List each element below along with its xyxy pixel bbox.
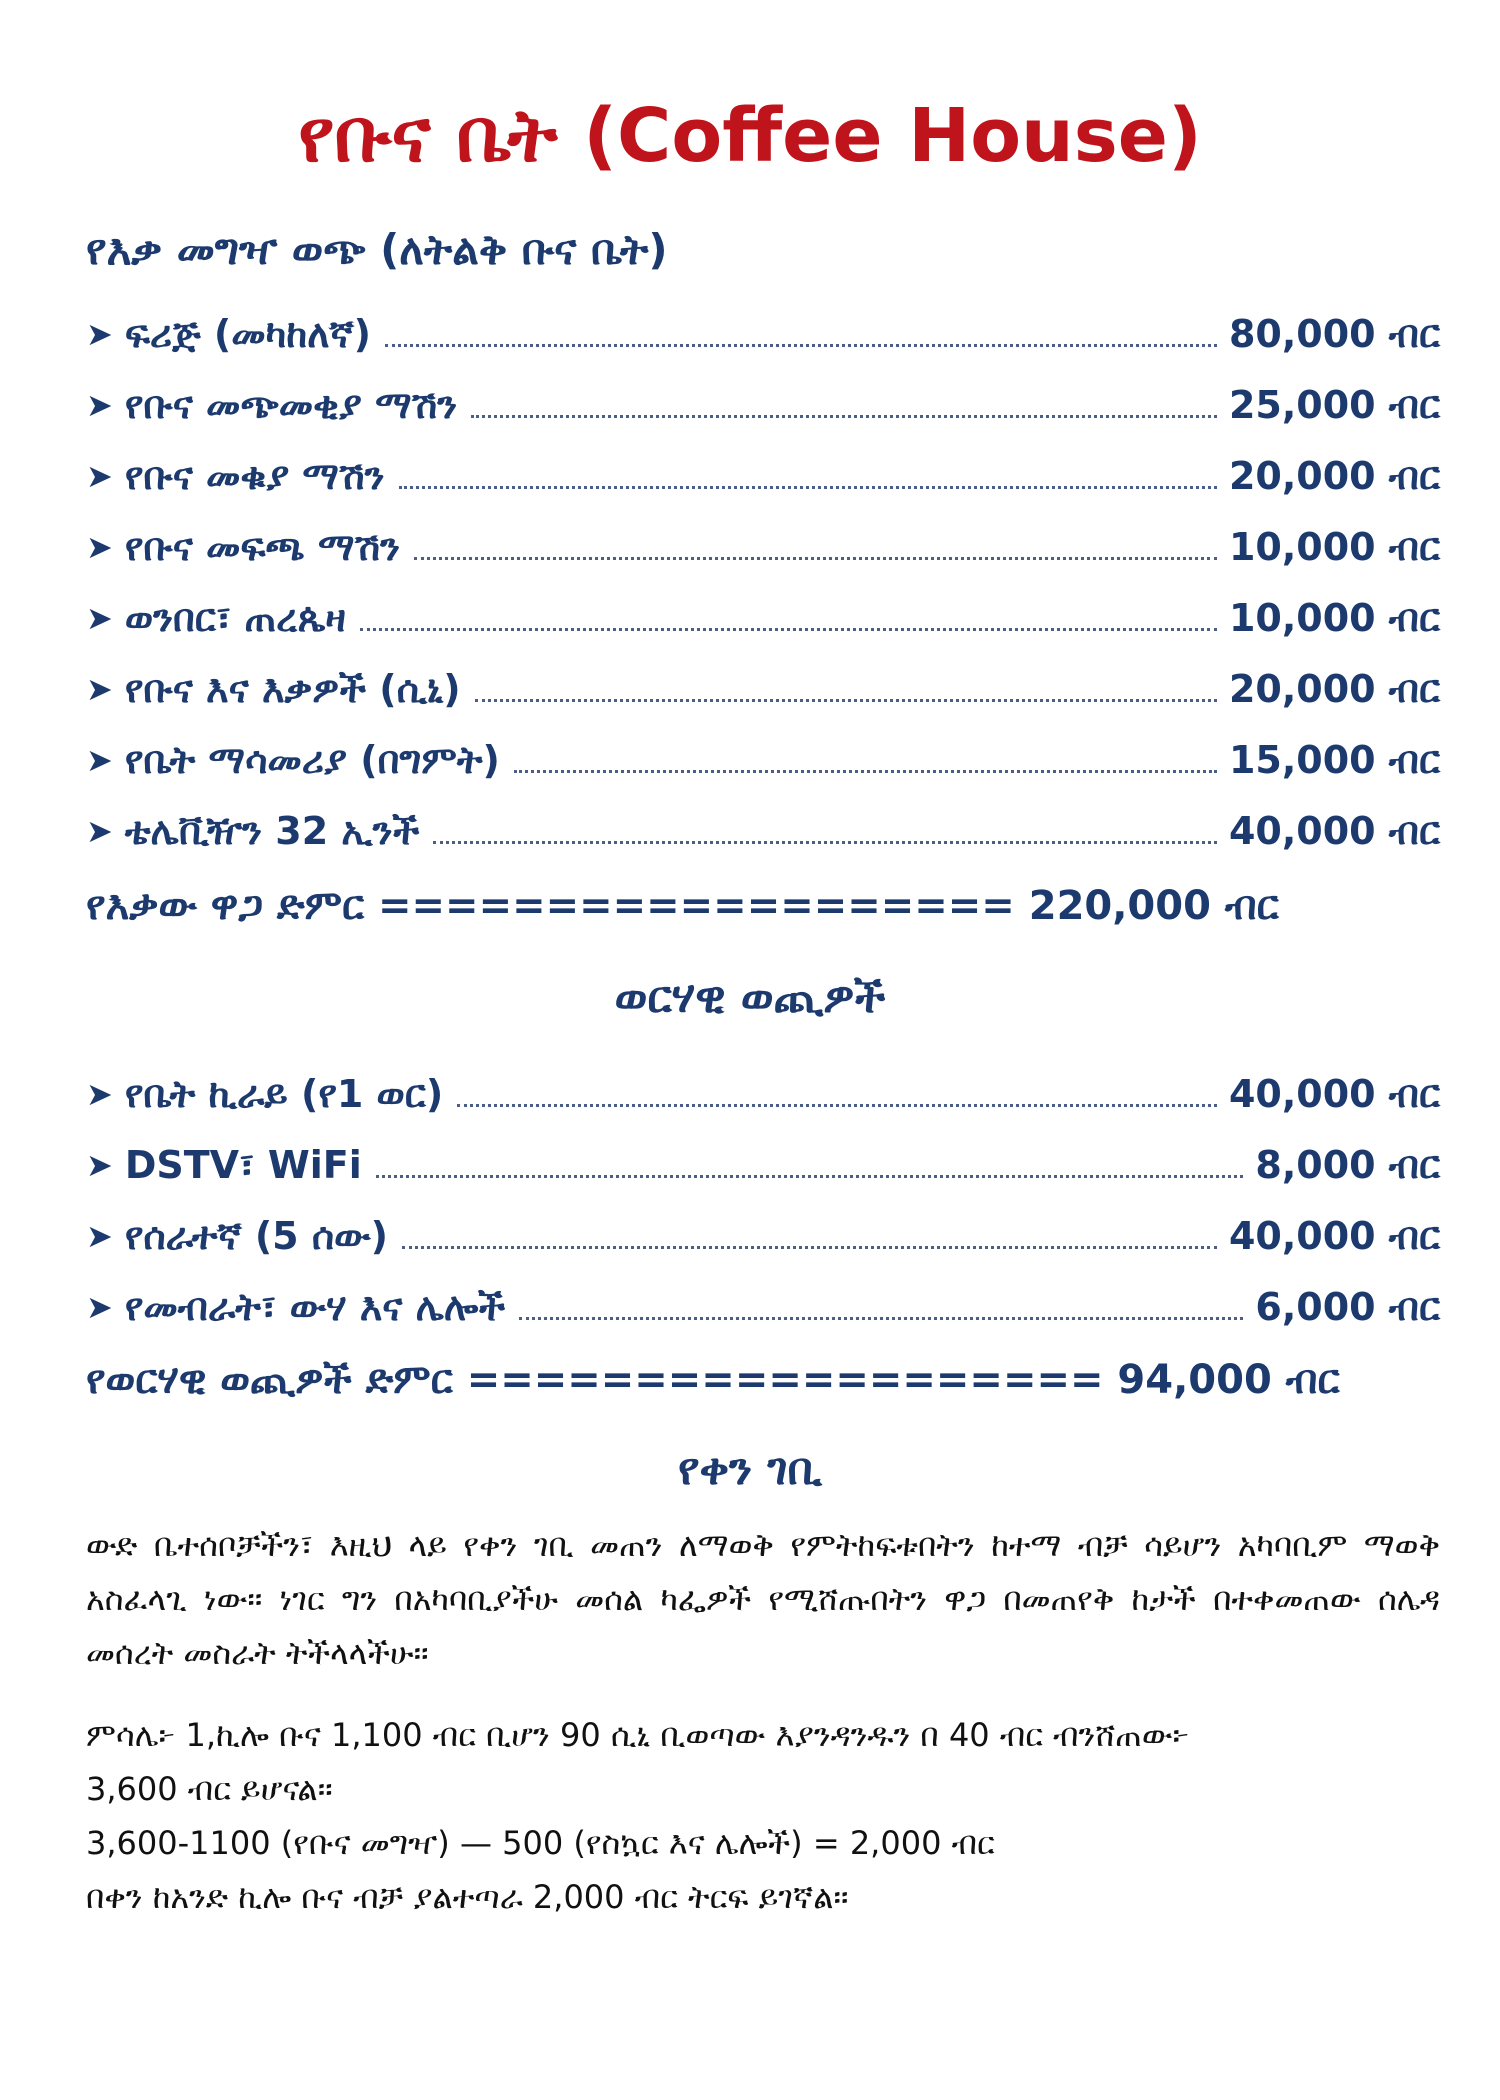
dotted-leader [514, 769, 1217, 773]
list-item [86, 643, 1440, 714]
item-price: 20,000 ብር [1228, 454, 1440, 498]
equipment-total: የእቃው ዋጋ ድምር =================== 220,000 ብር [86, 883, 1279, 929]
item-label: ወንበር፣ ጠረጴዛ [124, 596, 346, 640]
list-item [86, 288, 1440, 359]
arrow-bullet-icon: ➤ [86, 315, 113, 353]
arrow-bullet-icon: ➤ [86, 812, 113, 850]
item-label: የቡና እና እቃዎች (ሲኒ) [124, 667, 461, 711]
dotted-leader [402, 1245, 1217, 1249]
list-item [86, 1261, 1440, 1332]
list-item [86, 1190, 1440, 1261]
item-label: የቡና መቁያ ማሽን [124, 454, 385, 498]
list-item [86, 501, 1440, 572]
page-title: የቡና ቤት (Coffee House) [298, 93, 1202, 179]
list-item [86, 1119, 1440, 1190]
dotted-leader [471, 414, 1217, 418]
arrow-bullet-icon: ➤ [86, 528, 113, 566]
item-label: DSTV፣ WiFi [124, 1143, 362, 1187]
dotted-leader [385, 343, 1217, 347]
list-item [86, 430, 1440, 501]
dotted-leader [457, 1103, 1217, 1107]
item-price: 10,000 ብር [1228, 525, 1440, 569]
dotted-leader [399, 485, 1217, 489]
item-price: 80,000 ብር [1228, 312, 1440, 356]
item-price: 40,000 ብር [1228, 1214, 1440, 1258]
item-label: የቤት ኪራይ (የ1 ወር) [124, 1072, 444, 1116]
item-label: ፍሪጅ (መካከለኛ) [124, 312, 372, 356]
list-item [86, 714, 1440, 785]
dotted-leader [376, 1174, 1244, 1178]
dotted-leader [433, 840, 1217, 844]
item-price: 8,000 ብር [1255, 1143, 1440, 1187]
list-item [86, 572, 1440, 643]
example-line: በቀን ከአንድ ኪሎ ቡና ብቻ ያልተጣራ 2,000 ብር ትርፍ ይገኛል። [86, 1878, 849, 1916]
arrow-bullet-icon: ➤ [86, 1075, 113, 1113]
arrow-bullet-icon: ➤ [86, 386, 113, 424]
monthly-heading: ወርሃዊ ወጪዎች [614, 972, 886, 1023]
item-label: የቡና መጭመቂያ ማሽን [124, 383, 458, 427]
item-label: ቴሌቪዥን 32 ኢንች [124, 809, 420, 853]
item-label: የቡና መፍጫ ማሽን [124, 525, 401, 569]
dotted-leader [414, 556, 1217, 560]
item-price: 20,000 ብር [1228, 667, 1440, 711]
item-price: 15,000 ብር [1228, 738, 1440, 782]
item-label: የመብራት፣ ውሃ እና ሌሎች [124, 1285, 506, 1329]
example-line: 3,600-1100 (የቡና መግዣ) — 500 (የስኳር እና ሌሎች) = 2,000 ብር [86, 1824, 995, 1862]
arrow-bullet-icon: ➤ [86, 670, 113, 708]
list-item [86, 1048, 1440, 1119]
item-price: 40,000 ብር [1228, 1072, 1440, 1116]
income-heading: የቀን ገቢ [677, 1444, 823, 1495]
arrow-bullet-icon: ➤ [86, 1217, 113, 1255]
arrow-bullet-icon: ➤ [86, 1288, 113, 1326]
equipment-heading: የእቃ መግዣ ወጭ (ለትልቅ ቡና ቤት) [86, 225, 668, 274]
arrow-bullet-icon: ➤ [86, 457, 113, 495]
item-label: የሰራተኛ (5 ሰው) [124, 1214, 389, 1258]
arrow-bullet-icon: ➤ [86, 1146, 113, 1184]
item-price: 25,000 ብር [1228, 383, 1440, 427]
monthly-list [86, 1048, 1440, 1332]
example-line: ምሳሌ፦ 1,ኪሎ ቡና 1,100 ብር ቢሆን 90 ሲኒ ቢወጣው እያንዳንዱን በ 40 ብር ብንሸጠው፦ [86, 1716, 1190, 1754]
monthly-total: የወርሃዊ ወጪዎች ድምር =================== 94,000 ብር [86, 1357, 1340, 1403]
income-paragraph: ውድ ቤተሰቦቻችን፣ እዚህ ላይ የቀን ገቢ መጠን ለማወቅ የምትከፍቱበትን ከተማ ብቻ ሳይሆን አካባቢም ማወቅ አስፈላጊ ነው። ነገር ግን በአካባቢያችሁ መሰል ካፌዎች የሚሸጡበትን ዋጋ በመጠየቅ ከታች በተቀመጠው ሰሌዳ መሰረት መስራት ትችላላችሁ። [86, 1526, 1440, 1672]
item-label: የቤት ማሳመሪያ (በግምት) [124, 738, 500, 782]
dotted-leader [475, 698, 1217, 702]
example-line: 3,600 ብር ይሆናል። [86, 1770, 333, 1808]
equipment-list [86, 288, 1440, 856]
item-price: 6,000 ብር [1255, 1285, 1440, 1329]
arrow-bullet-icon: ➤ [86, 741, 113, 779]
list-item [86, 359, 1440, 430]
arrow-bullet-icon: ➤ [86, 599, 113, 637]
dotted-leader [360, 627, 1217, 631]
item-price: 40,000 ብር [1228, 809, 1440, 853]
dotted-leader [519, 1316, 1243, 1320]
list-item [86, 785, 1440, 856]
item-price: 10,000 ብር [1228, 596, 1440, 640]
income-example [86, 1708, 1440, 1924]
